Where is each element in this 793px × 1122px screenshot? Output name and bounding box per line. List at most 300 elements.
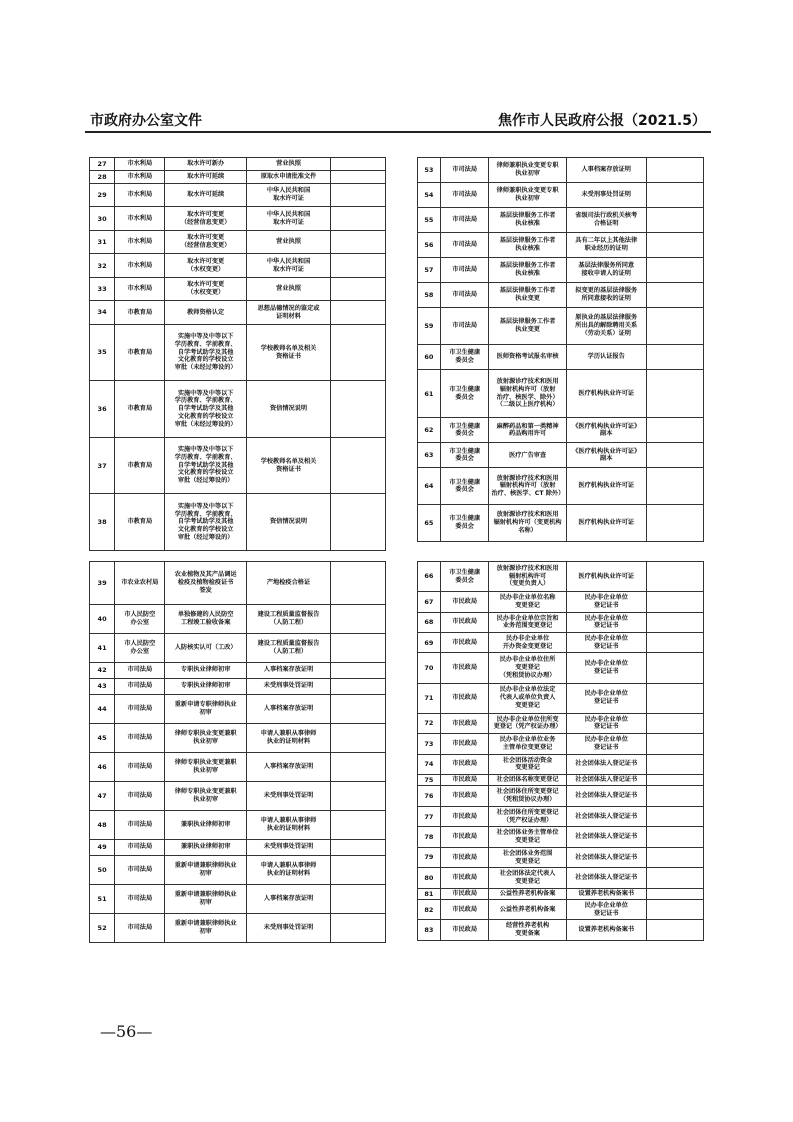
- row-number: 52: [90, 913, 115, 942]
- material-cell: 具有二年以上其他法律 职业经历的证明: [566, 233, 646, 258]
- table-row: [418, 308, 704, 345]
- material-cell: 民办非企业单位 登记证书: [566, 683, 646, 713]
- item-cell: 放射源诊疗技术和医用 辐射机构许可（变更机构 名称）: [489, 505, 566, 542]
- item-cell: 社会团体法定代表人 变更登记: [489, 868, 566, 888]
- table-row: [418, 713, 704, 733]
- item-cell: 取水许可变更 （经营信息变更）: [165, 207, 246, 230]
- department-cell: 市卫生健康 委员会: [440, 505, 489, 542]
- remark-cell: [646, 258, 703, 283]
- material-cell: 人事档案存放证明: [246, 662, 330, 678]
- table-row: [418, 233, 704, 258]
- remark-cell: [646, 827, 703, 847]
- table-row: [418, 283, 704, 308]
- remark-cell: [331, 277, 386, 300]
- material-cell: 产地检疫合格证: [246, 562, 330, 605]
- remark-cell: [646, 418, 703, 443]
- department-cell: 市司法局: [115, 662, 165, 678]
- material-cell: 未受刑事处罚证明: [246, 913, 330, 942]
- table-row: [90, 170, 386, 183]
- material-cell: 中华人民共和国 取水许可证: [246, 207, 330, 230]
- material-cell: 原取水申请批准文件: [246, 170, 330, 183]
- remark-cell: [646, 754, 703, 774]
- material-cell: 民办非企业单位 登记证书: [566, 612, 646, 632]
- remark-cell: [646, 369, 703, 418]
- material-cell: 省级司法行政机关核考 合格证明: [566, 208, 646, 233]
- remark-cell: [331, 810, 386, 839]
- row-number: 34: [90, 301, 115, 324]
- table-row: [418, 344, 704, 369]
- material-cell: 社会团体法人登记证书: [566, 806, 646, 826]
- material-cell: 营业执照: [246, 158, 330, 171]
- row-number: 66: [418, 562, 441, 592]
- row-number: 53: [418, 158, 441, 183]
- table-row: [90, 884, 386, 913]
- row-number: 69: [418, 633, 441, 653]
- row-number: 64: [418, 468, 441, 505]
- remark-cell: [331, 170, 386, 183]
- material-cell: 设置养老机构备案书: [566, 920, 646, 941]
- remark-cell: [331, 678, 386, 694]
- material-cell: 基层法律服务所同意 接收申请人的证明: [566, 258, 646, 283]
- table-row: [90, 324, 386, 381]
- row-number: 63: [418, 443, 441, 468]
- remark-cell: [331, 301, 386, 324]
- table-row: [418, 806, 704, 826]
- material-cell: 民办非企业单位 登记证书: [566, 734, 646, 754]
- remark-cell: [331, 662, 386, 678]
- department-cell: 市司法局: [115, 810, 165, 839]
- row-number: 55: [418, 208, 441, 233]
- row-number: 31: [90, 230, 115, 253]
- remark-cell: [331, 781, 386, 810]
- row-number: 83: [418, 920, 441, 941]
- material-cell: 社会团体法人登记证书: [566, 827, 646, 847]
- remark-cell: [646, 868, 703, 888]
- item-cell: 律师专职执业变更兼职 执业初审: [165, 781, 246, 810]
- remark-cell: [646, 786, 703, 806]
- material-cell: 社会团体法人登记证书: [566, 775, 646, 786]
- page-number: —56—: [100, 1022, 153, 1041]
- item-cell: 公益性养老机构备案: [489, 888, 566, 899]
- department-cell: 市司法局: [115, 855, 165, 884]
- table-top-left: [89, 157, 386, 551]
- item-cell: 民办非企业单位住所 变更登记 （凭租赁协议办理）: [489, 653, 566, 683]
- row-number: 60: [418, 344, 441, 369]
- department-cell: 市卫生健康 委员会: [440, 369, 489, 418]
- item-cell: 取水许可变更 （经营信息变更）: [165, 230, 246, 253]
- remark-cell: [646, 612, 703, 632]
- item-cell: 基层法律服务工作者 执业核准: [489, 258, 566, 283]
- table-row: [90, 301, 386, 324]
- item-cell: 社会团体业务范围 变更登记: [489, 847, 566, 867]
- row-number: 40: [90, 604, 115, 633]
- remark-cell: [331, 324, 386, 381]
- material-cell: 民办非企业单位 登记证书: [566, 900, 646, 920]
- table-row: [418, 468, 704, 505]
- remark-cell: [646, 505, 703, 542]
- table-row: [90, 437, 386, 494]
- department-cell: 市民政局: [440, 612, 489, 632]
- remark-cell: [646, 308, 703, 345]
- remark-cell: [646, 847, 703, 867]
- department-cell: 市卫生健康 委员会: [440, 443, 489, 468]
- department-cell: 市司法局: [440, 233, 489, 258]
- item-cell: 律师专职执业变更兼职 执业初审: [165, 752, 246, 781]
- row-number: 51: [90, 884, 115, 913]
- department-cell: 市水利局: [115, 230, 165, 253]
- department-cell: 市民政局: [440, 888, 489, 899]
- item-cell: 民办非企业单位 开办资金变更登记: [489, 633, 566, 653]
- row-number: 27: [90, 158, 115, 171]
- table-row: [90, 752, 386, 781]
- table-row: [90, 855, 386, 884]
- material-cell: 人事档案存放证明: [246, 694, 330, 723]
- material-cell: 社会团体法人登记证书: [566, 868, 646, 888]
- remark-cell: [331, 381, 386, 438]
- row-number: 76: [418, 786, 441, 806]
- row-number: 67: [418, 592, 441, 612]
- row-number: 45: [90, 723, 115, 752]
- table-row: [418, 827, 704, 847]
- remark-cell: [646, 468, 703, 505]
- department-cell: 市民政局: [440, 847, 489, 867]
- department-cell: 市民政局: [440, 653, 489, 683]
- row-number: 50: [90, 855, 115, 884]
- row-number: 38: [90, 494, 115, 551]
- material-cell: 未受刑事处罚证明: [566, 183, 646, 208]
- table-row: [418, 900, 704, 920]
- department-cell: 市卫生健康 委员会: [440, 418, 489, 443]
- table-row: [418, 592, 704, 612]
- remark-cell: [331, 855, 386, 884]
- department-cell: 市民政局: [440, 592, 489, 612]
- remark-cell: [331, 633, 386, 662]
- department-cell: 市民政局: [440, 775, 489, 786]
- item-cell: 人防核实认可（工改）: [165, 633, 246, 662]
- table-row: [90, 810, 386, 839]
- material-cell: 拟变更的基层法律服务 所同意接收的证明: [566, 283, 646, 308]
- item-cell: 放射源诊疗技术和医用 辐射机构许可（放射 治疗、核医学、CT 除外）: [489, 468, 566, 505]
- remark-cell: [331, 884, 386, 913]
- remark-cell: [646, 633, 703, 653]
- table-row: [90, 158, 386, 171]
- remark-cell: [646, 344, 703, 369]
- header-rule: [85, 131, 711, 133]
- row-number: 57: [418, 258, 441, 283]
- row-number: 42: [90, 662, 115, 678]
- material-cell: 民办非企业单位 登记证书: [566, 653, 646, 683]
- table-row: [90, 839, 386, 855]
- table-row: [90, 254, 386, 277]
- header-left-title: 市政府办公室文件: [90, 113, 202, 129]
- material-cell: 社会团体法人登记证书: [566, 786, 646, 806]
- row-number: 47: [90, 781, 115, 810]
- item-cell: 麻醉药品和第一类精神 药品购用许可: [489, 418, 566, 443]
- material-cell: 未受刑事处罚证明: [246, 678, 330, 694]
- row-number: 77: [418, 806, 441, 826]
- material-cell: 医疗机构执业许可证: [566, 505, 646, 542]
- department-cell: 市司法局: [115, 752, 165, 781]
- table-row: [418, 868, 704, 888]
- material-cell: 学校教师名单及相关 资格证书: [246, 324, 330, 381]
- material-cell: 未受刑事处罚证明: [246, 839, 330, 855]
- table-row: [418, 258, 704, 283]
- department-cell: 市司法局: [440, 258, 489, 283]
- remark-cell: [331, 839, 386, 855]
- material-cell: 社会团体法人登记证书: [566, 754, 646, 774]
- item-cell: 单独修建的人民防空 工程竣工验收备案: [165, 604, 246, 633]
- row-number: 79: [418, 847, 441, 867]
- department-cell: 市教育局: [115, 381, 165, 438]
- table-row: [418, 443, 704, 468]
- table-row: [418, 847, 704, 867]
- item-cell: 基层法律服务工作者 执业核准: [489, 233, 566, 258]
- item-cell: 取水许可变更 （水权变更）: [165, 277, 246, 300]
- item-cell: 社会团体活动资金 变更登记: [489, 754, 566, 774]
- table-row: [418, 754, 704, 774]
- table-row: [90, 678, 386, 694]
- material-cell: 申请人兼职从事律师 执业的证明材料: [246, 810, 330, 839]
- department-cell: 市司法局: [115, 694, 165, 723]
- table-row: [90, 694, 386, 723]
- material-cell: 学校教师名单及相关 资格证书: [246, 437, 330, 494]
- department-cell: 市司法局: [115, 913, 165, 942]
- material-cell: 未受刑事处罚证明: [246, 781, 330, 810]
- table-row: [90, 562, 386, 605]
- department-cell: 市司法局: [115, 839, 165, 855]
- item-cell: 民办非企业单位法定 代表人或单位负责人 变更登记: [489, 683, 566, 713]
- item-cell: 医疗广告审查: [489, 443, 566, 468]
- department-cell: 市司法局: [440, 308, 489, 345]
- remark-cell: [646, 920, 703, 941]
- table-row: [90, 230, 386, 253]
- material-cell: 思想品德情况的鉴定或 证明材料: [246, 301, 330, 324]
- item-cell: 实施中等及中等以下 学历教育、学前教育、 自学考试助学及其他 文化教育的学校设立 审批（经过筹设的）: [165, 437, 246, 494]
- table-row: [90, 183, 386, 206]
- remark-cell: [331, 230, 386, 253]
- remark-cell: [646, 775, 703, 786]
- row-number: 71: [418, 683, 441, 713]
- item-cell: 实施中等及中等以下 学历教育、学前教育、 自学考试助学及其他 文化教育的学校设立 审批（未经过筹设的）: [165, 324, 246, 381]
- row-number: 82: [418, 900, 441, 920]
- item-cell: 重新申请兼职律师执业 初审: [165, 884, 246, 913]
- department-cell: 市民政局: [440, 868, 489, 888]
- department-cell: 市卫生健康 委员会: [440, 468, 489, 505]
- department-cell: 市教育局: [115, 301, 165, 324]
- item-cell: 社会团体名称变更登记: [489, 775, 566, 786]
- row-number: 28: [90, 170, 115, 183]
- row-number: 73: [418, 734, 441, 754]
- department-cell: 市民政局: [440, 806, 489, 826]
- row-number: 54: [418, 183, 441, 208]
- remark-cell: [331, 913, 386, 942]
- row-number: 59: [418, 308, 441, 345]
- row-number: 36: [90, 381, 115, 438]
- department-cell: 市教育局: [115, 324, 165, 381]
- remark-cell: [331, 158, 386, 171]
- table-row: [90, 662, 386, 678]
- row-number: 32: [90, 254, 115, 277]
- department-cell: 市民政局: [440, 754, 489, 774]
- department-cell: 市民政局: [440, 827, 489, 847]
- department-cell: 市水利局: [115, 158, 165, 171]
- table-row: [90, 913, 386, 942]
- remark-cell: [646, 233, 703, 258]
- item-cell: 取水许可新办: [165, 158, 246, 171]
- department-cell: 市民政局: [440, 920, 489, 941]
- material-cell: 设置养老机构备案书: [566, 888, 646, 899]
- remark-cell: [646, 183, 703, 208]
- department-cell: 市水利局: [115, 170, 165, 183]
- material-cell: 资信情况说明: [246, 381, 330, 438]
- department-cell: 市人民防空 办公室: [115, 633, 165, 662]
- material-cell: 中华人民共和国 取水许可证: [246, 183, 330, 206]
- remark-cell: [646, 208, 703, 233]
- table-row: [418, 505, 704, 542]
- department-cell: 市司法局: [440, 283, 489, 308]
- item-cell: 律师专职执业变更兼职 执业初审: [165, 723, 246, 752]
- item-cell: 取水许可延续: [165, 183, 246, 206]
- item-cell: 社会团体住所变更登记 （凭产权证办理）: [489, 806, 566, 826]
- department-cell: 市民政局: [440, 734, 489, 754]
- material-cell: 《医疗机构执业许可证》 副本: [566, 443, 646, 468]
- table-row: [418, 775, 704, 786]
- item-cell: 律师兼职执业变更专职 执业初审: [489, 158, 566, 183]
- table-bottom-left: [89, 561, 386, 943]
- item-cell: 教师资格认定: [165, 301, 246, 324]
- row-number: 68: [418, 612, 441, 632]
- row-number: 70: [418, 653, 441, 683]
- remark-cell: [331, 183, 386, 206]
- table-row: [418, 786, 704, 806]
- item-cell: 社会团体住所变更登记 （凭租赁协议办理）: [489, 786, 566, 806]
- item-cell: 民办非企业单位业务 主管单位变更登记: [489, 734, 566, 754]
- department-cell: 市司法局: [115, 723, 165, 752]
- row-number: 72: [418, 713, 441, 733]
- department-cell: 市民政局: [440, 900, 489, 920]
- remark-cell: [331, 254, 386, 277]
- row-number: 37: [90, 437, 115, 494]
- remark-cell: [331, 562, 386, 605]
- remark-cell: [331, 207, 386, 230]
- material-cell: 《医疗机构执业许可证》 副本: [566, 418, 646, 443]
- table-top-right: [417, 157, 704, 542]
- row-number: 49: [90, 839, 115, 855]
- item-cell: 民办非企业单位名称 变更登记: [489, 592, 566, 612]
- material-cell: 民办非企业单位 登记证书: [566, 592, 646, 612]
- department-cell: 市水利局: [115, 277, 165, 300]
- material-cell: 医疗机构执业许可证: [566, 562, 646, 592]
- table-row: [418, 734, 704, 754]
- material-cell: 社会团体法人登记证书: [566, 847, 646, 867]
- item-cell: 兼职执业律师初审: [165, 839, 246, 855]
- material-cell: 建设工程质量监督报告 （人防工程）: [246, 633, 330, 662]
- row-number: 39: [90, 562, 115, 605]
- table-row: [90, 633, 386, 662]
- department-cell: 市水利局: [115, 207, 165, 230]
- department-cell: 市卫生健康 委员会: [440, 344, 489, 369]
- department-cell: 市司法局: [440, 158, 489, 183]
- remark-cell: [646, 806, 703, 826]
- department-cell: 市司法局: [440, 183, 489, 208]
- remark-cell: [331, 723, 386, 752]
- item-cell: 实施中等及中等以下 学历教育、学前教育、 自学考试助学及其他 文化教育的学校设立 审批（经过筹设的）: [165, 494, 246, 551]
- item-cell: 放射源诊疗技术和医用 辐射机构许可 （变更负责人）: [489, 562, 566, 592]
- item-cell: 重新申请兼职律师执业 初审: [165, 855, 246, 884]
- remark-cell: [646, 734, 703, 754]
- table-row: [90, 781, 386, 810]
- table-row: [418, 183, 704, 208]
- department-cell: 市教育局: [115, 494, 165, 551]
- item-cell: 重新申请专职律师执业 初审: [165, 694, 246, 723]
- department-cell: 市民政局: [440, 683, 489, 713]
- remark-cell: [646, 562, 703, 592]
- department-cell: 市农业农村局: [115, 562, 165, 605]
- row-number: 62: [418, 418, 441, 443]
- material-cell: 申请人兼职从事律师 执业的证明材料: [246, 855, 330, 884]
- material-cell: 学历认证报告: [566, 344, 646, 369]
- item-cell: 重新申请兼职律师执业 初审: [165, 913, 246, 942]
- remark-cell: [646, 283, 703, 308]
- remark-cell: [331, 494, 386, 551]
- remark-cell: [646, 158, 703, 183]
- row-number: 44: [90, 694, 115, 723]
- row-number: 65: [418, 505, 441, 542]
- remark-cell: [331, 437, 386, 494]
- department-cell: 市民政局: [440, 713, 489, 733]
- row-number: 35: [90, 324, 115, 381]
- remark-cell: [331, 752, 386, 781]
- item-cell: 律师兼职执业变更专职 执业初审: [489, 183, 566, 208]
- material-cell: 民办非企业单位 登记证书: [566, 633, 646, 653]
- material-cell: 中华人民共和国 取水许可证: [246, 254, 330, 277]
- department-cell: 市司法局: [115, 781, 165, 810]
- item-cell: 农业植物及其产品调运 检疫及植物检疫证书 签发: [165, 562, 246, 605]
- item-cell: 公益性养老机构备案: [489, 900, 566, 920]
- item-cell: 基层法律服务工作者 执业变更: [489, 308, 566, 345]
- item-cell: 专职执业律师初审: [165, 662, 246, 678]
- item-cell: 实施中等及中等以下 学历教育、学前教育、 自学考试助学及其他 文化教育的学校设立 审批（未经过筹设的）: [165, 381, 246, 438]
- table-row: [418, 612, 704, 632]
- row-number: 56: [418, 233, 441, 258]
- material-cell: 原执业的基层法律服务 所出具的解除聘用关系 （劳动关系）证明: [566, 308, 646, 345]
- item-cell: 基层法律服务工作者 执业变更: [489, 283, 566, 308]
- material-cell: 人事档案存放证明: [246, 752, 330, 781]
- material-cell: 人事档案存放证明: [246, 884, 330, 913]
- table-row: [90, 494, 386, 551]
- header-right-title: 焦作市人民政府公报（2021.5）: [497, 113, 706, 129]
- remark-cell: [646, 683, 703, 713]
- department-cell: 市人民防空 办公室: [115, 604, 165, 633]
- department-cell: 市司法局: [440, 208, 489, 233]
- remark-cell: [331, 604, 386, 633]
- table-row: [90, 604, 386, 633]
- department-cell: 市民政局: [440, 633, 489, 653]
- row-number: 46: [90, 752, 115, 781]
- table-row: [418, 633, 704, 653]
- item-cell: 取水许可变更 （水权变更）: [165, 254, 246, 277]
- row-number: 30: [90, 207, 115, 230]
- remark-cell: [646, 713, 703, 733]
- department-cell: 市卫生健康 委员会: [440, 562, 489, 592]
- department-cell: 市教育局: [115, 437, 165, 494]
- table-row: [418, 369, 704, 418]
- item-cell: 基层法律服务工作者 执业核准: [489, 208, 566, 233]
- table-row: [418, 208, 704, 233]
- row-number: 74: [418, 754, 441, 774]
- table-bottom-right: [417, 561, 704, 941]
- row-number: 58: [418, 283, 441, 308]
